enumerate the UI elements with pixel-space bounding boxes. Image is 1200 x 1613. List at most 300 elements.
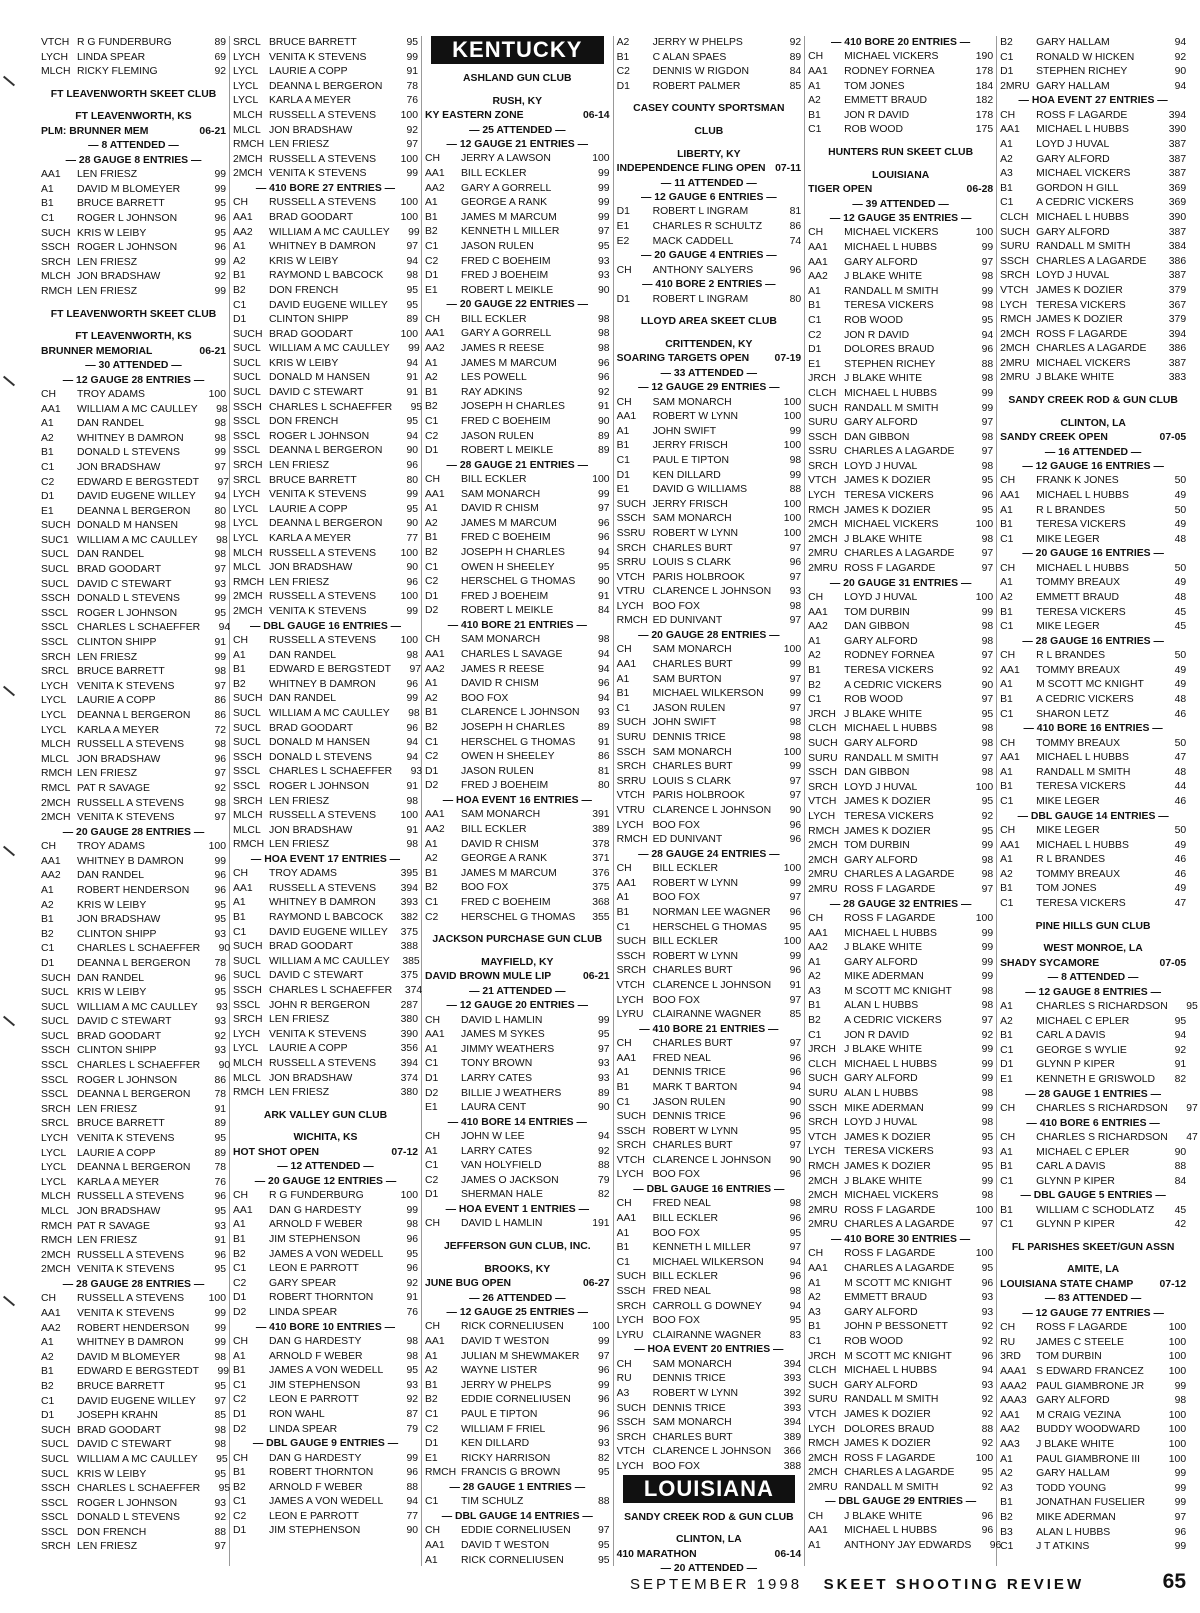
shooter-name: DON FRENCH bbox=[77, 1526, 147, 1538]
result-row bbox=[41, 709, 226, 724]
shooter-name: JON BRADSHAW bbox=[77, 914, 161, 926]
score: 90 bbox=[598, 415, 610, 427]
class-code: B3 bbox=[1000, 1526, 1013, 1538]
result-row bbox=[1000, 897, 1186, 912]
score: 100 bbox=[783, 746, 802, 758]
class-code: C1 bbox=[425, 1496, 439, 1508]
result-row bbox=[617, 439, 802, 454]
score: 387 bbox=[1168, 226, 1187, 238]
class-code: A2 bbox=[41, 899, 54, 911]
score: 99 bbox=[981, 1175, 994, 1187]
score: 95 bbox=[406, 1248, 418, 1260]
score: 98 bbox=[406, 839, 418, 851]
score: 96 bbox=[981, 344, 994, 356]
class-code: MLCH bbox=[41, 739, 71, 751]
shooter-name: DAVID M BLOMEYER bbox=[77, 1351, 181, 1363]
attendance: — 26 ATTENDED — bbox=[469, 1292, 566, 1304]
result-row bbox=[617, 1314, 802, 1329]
shooter-name: RUSSELL A STEVENS bbox=[77, 1249, 185, 1261]
score: 98 bbox=[981, 767, 994, 779]
shooter-name: MICHAEL L HUBBS bbox=[844, 1058, 937, 1070]
shooter-name: JOHN W LEE bbox=[461, 1131, 525, 1143]
shooter-name: MICHAEL VICKERS bbox=[844, 51, 939, 63]
shooter-name: WAYNE LISTER bbox=[461, 1365, 538, 1377]
score: 92 bbox=[981, 1438, 994, 1450]
result-row bbox=[233, 226, 418, 241]
class-code: AA1 bbox=[1000, 839, 1020, 851]
class-code: SSCL bbox=[41, 622, 69, 634]
score: 98 bbox=[981, 373, 994, 385]
score: 78 bbox=[214, 1162, 226, 1174]
class-code: SSCH bbox=[1000, 255, 1029, 267]
result-row bbox=[617, 1125, 802, 1140]
score: 97 bbox=[1186, 1102, 1198, 1114]
shooter-name: GEORGE A RANK bbox=[461, 853, 548, 865]
club-heading: CLUB bbox=[694, 125, 724, 137]
score: 93 bbox=[598, 270, 610, 282]
score: 100 bbox=[783, 498, 802, 510]
class-code: B1 bbox=[1000, 1161, 1013, 1173]
result-row bbox=[425, 633, 610, 648]
class-code: LYCH bbox=[616, 1315, 644, 1327]
score: 98 bbox=[789, 1198, 802, 1210]
shooter-name: GARY ALFORD bbox=[844, 256, 918, 268]
shooter-name: TROY ADAMS bbox=[77, 388, 145, 400]
result-row bbox=[1000, 182, 1186, 197]
result-row bbox=[1000, 1380, 1186, 1395]
class-code: A3 bbox=[808, 985, 821, 997]
shooter-name: ED DUNIVANT bbox=[652, 615, 723, 627]
shooter-name: VENITA K STEVENS bbox=[77, 1307, 175, 1319]
class-code: LYCL bbox=[41, 710, 67, 721]
result-row bbox=[425, 1554, 610, 1569]
result-row bbox=[41, 519, 226, 534]
result-row bbox=[1000, 1015, 1186, 1030]
score: 94 bbox=[1174, 1030, 1187, 1042]
class-code: C1 bbox=[616, 1256, 630, 1268]
result-row bbox=[41, 1468, 226, 1483]
score: 93 bbox=[214, 1220, 226, 1232]
class-code: E1 bbox=[425, 284, 438, 296]
result-row bbox=[808, 912, 993, 927]
class-code: SSCH bbox=[808, 767, 837, 779]
score: 99 bbox=[1174, 1482, 1187, 1494]
result-row bbox=[808, 402, 993, 417]
class-code: A1 bbox=[41, 418, 54, 430]
class-code: VTCH bbox=[808, 796, 837, 808]
class-code: D1 bbox=[425, 590, 439, 602]
score: 386 bbox=[1168, 343, 1187, 355]
result-row bbox=[425, 1057, 610, 1072]
class-code: CH bbox=[808, 1510, 824, 1522]
class-code: LYCH bbox=[808, 1423, 836, 1435]
club-heading: FT LEAVENWORTH SKEET CLUB bbox=[50, 308, 217, 320]
class-code: 2MCH bbox=[1000, 343, 1030, 355]
club-heading: ARK VALLEY GUN CLUB bbox=[263, 1109, 388, 1121]
score: 98 bbox=[216, 403, 228, 415]
class-code: CH bbox=[616, 396, 632, 408]
shooter-name: DAN RANDEL bbox=[77, 870, 144, 882]
class-code: C2 bbox=[233, 1277, 247, 1289]
result-row bbox=[425, 473, 610, 488]
gauge-heading: — 410 BORE 27 ENTRIES — bbox=[255, 182, 396, 194]
shooter-name: OWEN H SHEELEY bbox=[461, 561, 555, 573]
score: 99 bbox=[981, 606, 994, 618]
result-row bbox=[1000, 708, 1186, 723]
score: 99 bbox=[406, 489, 418, 501]
score: 83 bbox=[789, 1329, 802, 1341]
class-code: 2MRU bbox=[808, 883, 838, 895]
score: 100 bbox=[1168, 1336, 1187, 1348]
shooter-name: WHITNEY B DAMRON bbox=[77, 432, 184, 444]
score: 99 bbox=[598, 1336, 610, 1348]
class-code: SRCH bbox=[1000, 270, 1030, 282]
shooter-name: WILLIAM A MC CAULLEY bbox=[269, 955, 390, 967]
result-row bbox=[41, 1117, 226, 1132]
class-code: SSCH bbox=[808, 431, 837, 443]
binding-mark bbox=[3, 76, 15, 87]
class-code: B1 bbox=[616, 51, 630, 63]
shooter-name: TROY ADAMS bbox=[269, 868, 337, 880]
shooter-name: JERRY FRISCH bbox=[652, 498, 728, 510]
club-heading: FT LEAVENWORTH, KS bbox=[75, 331, 192, 343]
result-row bbox=[808, 226, 993, 241]
class-code: A1 bbox=[616, 425, 630, 437]
shooter-name: FRED J BOEHEIM bbox=[461, 780, 549, 792]
result-row bbox=[617, 36, 802, 51]
result-row bbox=[425, 706, 610, 721]
shooter-name: ROGER L JOHNSON bbox=[77, 242, 178, 254]
result-row bbox=[808, 1466, 993, 1481]
score: 89 bbox=[406, 314, 418, 326]
shooter-name: FRED C BOEHEIM bbox=[461, 896, 551, 908]
shooter-name: DAN G HARDESTY bbox=[269, 1335, 362, 1347]
shooter-name: TIM SCHULZ bbox=[461, 1496, 524, 1508]
score: 49 bbox=[1174, 679, 1187, 691]
shooter-name: ROSS F LAGARDE bbox=[844, 1452, 936, 1464]
result-row bbox=[808, 270, 993, 285]
result-row bbox=[1000, 196, 1186, 211]
shooter-name: A CEDRIC VICKERS bbox=[844, 679, 942, 691]
result-row bbox=[41, 607, 226, 622]
score: 98 bbox=[214, 1424, 226, 1436]
score: 100 bbox=[208, 388, 226, 400]
shooter-name: ARNOLD F WEBER bbox=[269, 1219, 363, 1231]
score: 46 bbox=[1174, 708, 1187, 720]
score: 100 bbox=[783, 396, 802, 408]
score: 95 bbox=[214, 198, 226, 210]
score: 96 bbox=[214, 884, 226, 896]
class-code: AA1 bbox=[41, 169, 61, 181]
result-row bbox=[41, 1424, 226, 1439]
score: 99 bbox=[598, 168, 610, 179]
shooter-name: TOMMY BREAUX bbox=[1036, 577, 1121, 589]
shooter-name: LOYD J HUVAL bbox=[844, 1117, 918, 1129]
class-code: A3 bbox=[1000, 1482, 1013, 1494]
score: 97 bbox=[789, 790, 802, 802]
score: 99 bbox=[1174, 1541, 1187, 1553]
class-code: 2MCH bbox=[41, 1264, 71, 1276]
class-code: C1 bbox=[425, 896, 439, 908]
score: 100 bbox=[1168, 1409, 1187, 1421]
event-heading bbox=[41, 125, 226, 139]
class-code: C1 bbox=[425, 1409, 439, 1421]
shooter-name: DON FRENCH bbox=[269, 416, 339, 428]
class-code: CH bbox=[616, 1358, 632, 1370]
result-row bbox=[617, 1227, 802, 1242]
score: 99 bbox=[598, 1014, 610, 1026]
result-row bbox=[808, 94, 993, 109]
gauge-heading: — 12 GAUGE 29 ENTRIES — bbox=[638, 382, 780, 394]
class-code: RMCH bbox=[41, 1220, 73, 1232]
score: 74 bbox=[789, 235, 802, 247]
score: 95 bbox=[406, 284, 418, 296]
result-row bbox=[617, 1300, 802, 1315]
score: 85 bbox=[214, 1410, 226, 1422]
score: 96 bbox=[598, 372, 610, 384]
class-code: AA1 bbox=[425, 809, 445, 821]
result-row bbox=[808, 1452, 993, 1467]
result-row bbox=[1000, 240, 1186, 255]
shooter-name: JAMES A VON WEDELL bbox=[269, 1248, 384, 1260]
result-row bbox=[425, 575, 610, 590]
score: 97 bbox=[214, 680, 226, 692]
class-code: SSCH bbox=[616, 1125, 646, 1137]
result-row bbox=[233, 80, 418, 95]
class-code: SUCH bbox=[41, 520, 71, 532]
class-code: LYCL bbox=[41, 1162, 67, 1174]
result-row bbox=[617, 716, 802, 731]
shooter-name: BRUCE BARRETT bbox=[77, 1118, 165, 1130]
score: 90 bbox=[789, 1096, 802, 1108]
score: 97 bbox=[981, 417, 994, 429]
score: 394 bbox=[400, 882, 418, 894]
gauge-heading: — 410 BORE 16 ENTRIES — bbox=[1023, 723, 1163, 735]
result-row bbox=[1000, 284, 1186, 299]
score: 50 bbox=[1174, 737, 1187, 749]
shooter-name: CLINTON SHIPP bbox=[77, 637, 157, 649]
shooter-name: ROBERT W LYNN bbox=[652, 1125, 739, 1137]
shooter-name: M SCOTT MC KNIGHT bbox=[1036, 679, 1144, 691]
event-heading bbox=[425, 109, 610, 123]
result-row bbox=[41, 446, 226, 461]
result-row bbox=[233, 780, 418, 795]
score: 88 bbox=[981, 358, 994, 370]
result-row bbox=[233, 109, 418, 124]
class-code: CH bbox=[233, 868, 249, 880]
result-row bbox=[233, 1233, 418, 1248]
class-code: A1 bbox=[1000, 577, 1013, 589]
score: 98 bbox=[981, 460, 994, 472]
class-code: CH bbox=[616, 1038, 632, 1050]
class-code: VTCH bbox=[808, 1131, 837, 1143]
result-row bbox=[233, 1335, 418, 1350]
class-code: C2 bbox=[425, 1174, 439, 1186]
shooter-name: DAVID R CHISM bbox=[461, 678, 539, 690]
class-code: JRCH bbox=[808, 1044, 836, 1056]
class-code: JRCH bbox=[808, 1350, 836, 1362]
score: 98 bbox=[981, 271, 994, 283]
shooter-name: M SCOTT MC KNIGHT bbox=[844, 1277, 952, 1289]
class-code: SRCH bbox=[616, 1140, 647, 1152]
shooter-name: GARY ALFORD bbox=[1036, 226, 1110, 238]
score: 99 bbox=[981, 1044, 994, 1056]
shooter-name: MICHAEL L HUBBS bbox=[1036, 562, 1129, 574]
shooter-name: CHARLES BURT bbox=[652, 542, 733, 554]
shooter-name: JON BRADSHAW bbox=[269, 562, 353, 574]
class-code: AA1 bbox=[41, 855, 61, 867]
result-row bbox=[617, 205, 802, 220]
result-row bbox=[1000, 751, 1186, 766]
shooter-name: VENITA K STEVENS bbox=[269, 489, 367, 501]
shooter-name: BOO FOX bbox=[652, 994, 700, 1006]
class-code: C1 bbox=[808, 694, 822, 706]
class-code: AA1 bbox=[425, 1540, 445, 1551]
class-code: A2 bbox=[1000, 868, 1013, 880]
result-row bbox=[41, 1030, 226, 1045]
class-code: D1 bbox=[425, 1189, 439, 1201]
class-code: B1 bbox=[808, 300, 821, 312]
result-row bbox=[617, 643, 802, 658]
class-code: C1 bbox=[425, 561, 439, 573]
score: 95 bbox=[214, 1133, 226, 1145]
gauge-heading: — 410 BORE 30 ENTRIES — bbox=[831, 1233, 971, 1245]
gauge-heading: — 410 BORE 21 ENTRIES — bbox=[639, 1023, 779, 1035]
score: 96 bbox=[214, 242, 226, 254]
gauge-heading: — 20 GAUGE 4 ENTRIES — bbox=[641, 250, 777, 262]
score: 96 bbox=[406, 722, 418, 734]
result-row bbox=[1000, 1175, 1186, 1190]
event-heading bbox=[1000, 431, 1186, 445]
result-row bbox=[617, 1329, 802, 1344]
result-row bbox=[617, 469, 802, 484]
class-code: CLCH bbox=[808, 723, 837, 735]
gauge-heading: — HOA EVENT 16 ENTRIES — bbox=[442, 794, 592, 806]
shooter-name: DONALD M HANSEN bbox=[269, 372, 371, 384]
shooter-name: JAMES M MARCUM bbox=[461, 357, 557, 369]
score: 97 bbox=[598, 1350, 610, 1362]
result-row bbox=[808, 766, 993, 781]
result-row bbox=[233, 342, 418, 357]
score: 95 bbox=[406, 1365, 418, 1377]
class-code: LYCL bbox=[233, 66, 259, 78]
shooter-name: KARLA A MEYER bbox=[77, 1176, 160, 1188]
result-row bbox=[233, 940, 418, 955]
score: 97 bbox=[789, 615, 802, 627]
shooter-name: BRAD GOODART bbox=[269, 211, 354, 223]
result-row bbox=[425, 386, 610, 401]
shooter-name: CHARLES A LAGARDE bbox=[1036, 343, 1147, 355]
score: 96 bbox=[406, 678, 418, 690]
class-code: CH bbox=[616, 863, 632, 875]
shooter-name: LEN FRIESZ bbox=[269, 795, 330, 807]
shooter-name: HERSCHEL G THOMAS bbox=[461, 576, 576, 588]
score: 91 bbox=[789, 979, 802, 991]
class-code: SUCL bbox=[41, 1016, 69, 1028]
class-code: SSCL bbox=[233, 416, 261, 428]
shooter-name: C ALAN SPAES bbox=[652, 51, 727, 63]
result-row bbox=[41, 256, 226, 271]
result-row bbox=[41, 913, 226, 928]
class-code: LYCL bbox=[41, 1147, 67, 1159]
score: 92 bbox=[598, 1145, 610, 1157]
score: 98 bbox=[214, 520, 226, 532]
shooter-name: LAURA CENT bbox=[461, 1102, 527, 1114]
shooter-name: FRED C BOEHEIM bbox=[461, 255, 551, 267]
result-row bbox=[425, 1043, 610, 1058]
class-code: CH bbox=[1000, 1102, 1016, 1114]
score: 47 bbox=[1174, 897, 1187, 909]
score: 98 bbox=[981, 985, 994, 997]
shooter-name: RON WAHL bbox=[269, 1408, 325, 1420]
result-row bbox=[808, 256, 993, 271]
score: 100 bbox=[1168, 1453, 1187, 1465]
shooter-name: TOM DURBIN bbox=[844, 840, 910, 852]
shooter-name: DAVID G WILLIAMS bbox=[652, 484, 748, 496]
score: 100 bbox=[400, 547, 418, 559]
shooter-name: MIKE LEGER bbox=[1036, 621, 1100, 633]
shooter-name: LEN FRIESZ bbox=[269, 1014, 330, 1026]
shooter-name: KARLA A MEYER bbox=[269, 533, 352, 544]
class-code: SUCH bbox=[616, 498, 647, 510]
class-code: 2MCH bbox=[808, 533, 838, 545]
class-code: 2MRU bbox=[808, 1481, 838, 1493]
class-code: SSCH bbox=[616, 746, 646, 758]
score: 93 bbox=[214, 928, 226, 940]
class-code: SURU bbox=[808, 1394, 838, 1406]
result-row bbox=[1000, 109, 1186, 124]
result-row bbox=[233, 65, 418, 80]
score: 45 bbox=[1174, 1204, 1187, 1216]
result-row bbox=[1000, 1511, 1186, 1526]
result-row bbox=[808, 504, 993, 519]
class-code: B1 bbox=[41, 447, 54, 459]
result-row bbox=[425, 1539, 610, 1554]
class-code: VTCH bbox=[616, 571, 645, 583]
class-code: B1 bbox=[233, 664, 246, 676]
class-code: C1 bbox=[233, 1263, 247, 1275]
class-code: D2 bbox=[425, 780, 439, 792]
result-row bbox=[425, 1101, 610, 1116]
score: 394 bbox=[783, 1358, 802, 1370]
shooter-name: GLYNN P KIPER bbox=[1036, 1059, 1115, 1071]
shooter-name: PAT R SAVAGE bbox=[77, 1220, 150, 1232]
gauge-heading: — 20 GAUGE 12 ENTRIES — bbox=[254, 1175, 397, 1187]
score: 99 bbox=[789, 761, 802, 773]
shooter-name: WILLIAM A MC CAULLEY bbox=[77, 1453, 198, 1465]
result-row bbox=[617, 571, 802, 586]
score: 99 bbox=[981, 956, 994, 968]
result-row bbox=[617, 1052, 802, 1067]
class-code: VTCH bbox=[1000, 284, 1029, 296]
shooter-name: GLYNN P KIPER bbox=[1036, 1219, 1115, 1231]
shooter-name: BUDDY WOODWARD bbox=[1036, 1424, 1141, 1436]
shooter-name: BOO FOX bbox=[652, 1460, 700, 1472]
result-row bbox=[808, 839, 993, 854]
score: 98 bbox=[406, 649, 418, 661]
result-row bbox=[41, 1453, 226, 1468]
shooter-name: LOUIS S CLARK bbox=[652, 775, 732, 787]
shooter-name: BRUCE BARRETT bbox=[77, 1380, 165, 1392]
result-row bbox=[425, 1437, 610, 1452]
gauge-heading: — DBL GAUGE 5 ENTRIES — bbox=[1020, 1190, 1166, 1202]
result-row bbox=[233, 751, 418, 766]
class-code: A1 bbox=[233, 241, 246, 253]
shooter-name: JERRY W PHELPS bbox=[652, 37, 743, 48]
score: 90 bbox=[218, 943, 231, 955]
score: 76 bbox=[406, 1306, 418, 1318]
score: 91 bbox=[406, 780, 418, 792]
